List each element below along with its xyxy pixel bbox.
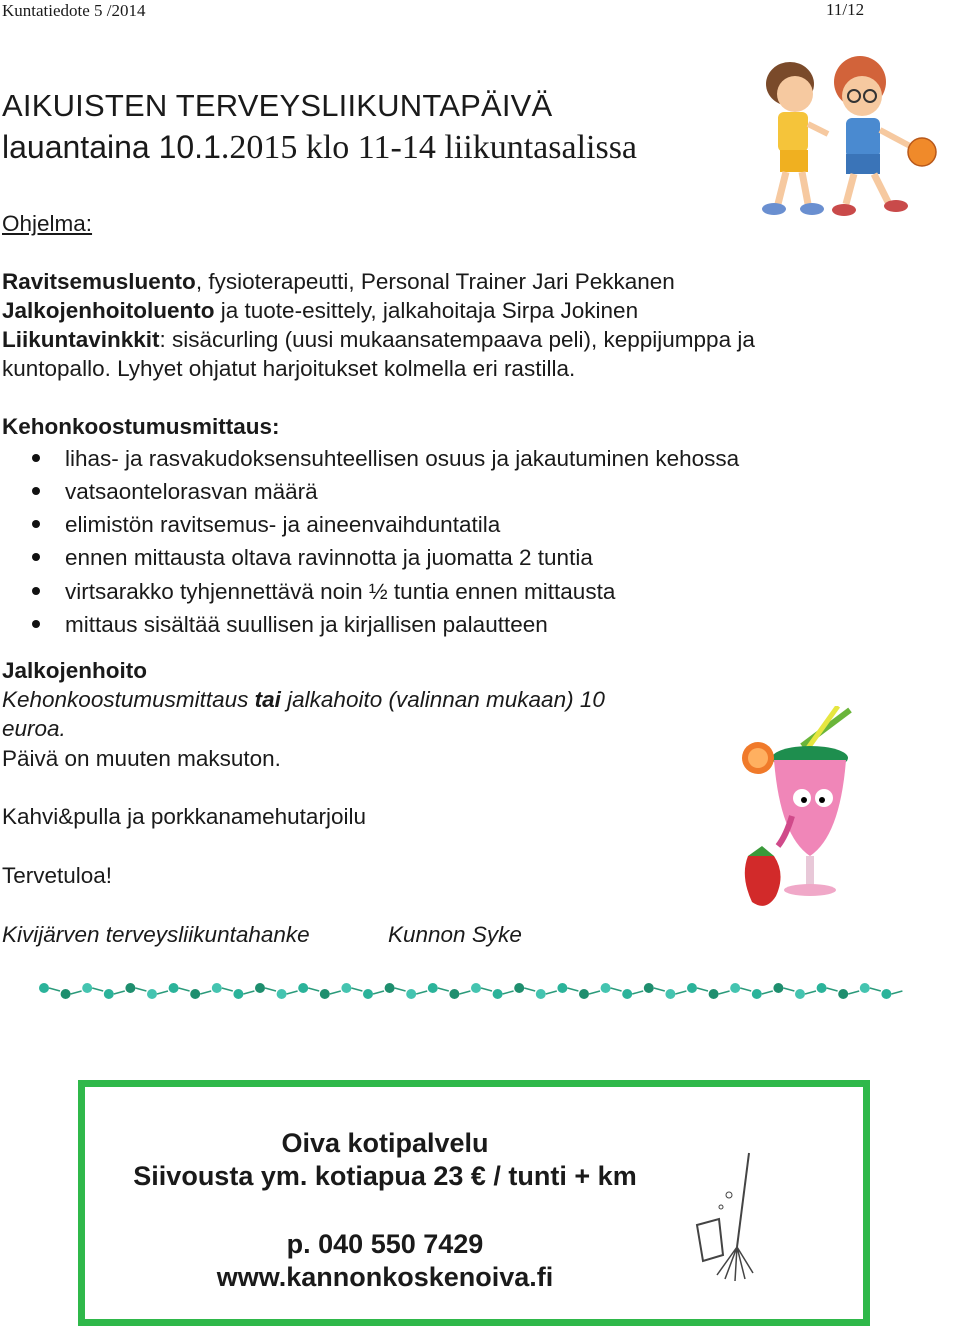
free-note: Päivä on muuten maksuton. xyxy=(2,746,281,771)
garland-stem xyxy=(870,988,881,991)
subtitle-part-serif: .2015 klo 11-14 liikuntasalissa xyxy=(220,129,638,166)
garland-stem xyxy=(373,991,384,994)
garland-stem xyxy=(49,988,60,991)
garland-flower xyxy=(795,989,805,999)
garland-stem xyxy=(481,988,492,991)
smoothie-illustration xyxy=(730,706,880,916)
event-title: AIKUISTEN TERVEYSLIIKUNTAPÄIVÄ xyxy=(2,88,553,123)
garland-stem xyxy=(179,988,190,991)
garland-flower xyxy=(298,983,308,993)
footcare-heading: Jalkojenhoito xyxy=(2,658,148,683)
garland-flower xyxy=(449,989,459,999)
garland-flower xyxy=(255,983,265,993)
list-item xyxy=(32,545,593,571)
program-item-footcare-title: Jalkojenhoitoluento xyxy=(2,298,215,323)
list-item xyxy=(32,579,615,605)
list-item xyxy=(32,446,739,472)
program-heading: Ohjelma: xyxy=(2,211,93,236)
garland-flower xyxy=(622,989,632,999)
bullet-icon xyxy=(32,553,40,561)
garland-flower xyxy=(363,989,373,999)
garland-flower xyxy=(817,983,827,993)
garland-flower xyxy=(687,983,697,993)
subtitle-part-sans: lauantaina 10.1 xyxy=(2,129,221,165)
garland-flower xyxy=(838,989,848,999)
garland-flower xyxy=(212,983,222,993)
price-line-cont: euroa. xyxy=(2,716,66,741)
garland-stem xyxy=(243,991,254,994)
list-item-text: ennen mittausta oltava ravinnotta ja juomatta 2 tuntia xyxy=(65,545,593,570)
garland-stem xyxy=(416,991,427,994)
garland-flower xyxy=(385,983,395,993)
garland-flower xyxy=(752,989,762,999)
garland-flower xyxy=(233,989,243,999)
signature-project: Kivijärven terveysliikuntahanke xyxy=(2,922,310,947)
ad-phone: p. 040 550 7429 xyxy=(286,1229,484,1259)
garland-flower xyxy=(709,989,719,999)
garland-flower xyxy=(169,983,179,993)
list-item-text: lihas- ja rasvakudoksensuhteellisen osuus ja jakautuminen kehossa xyxy=(65,446,740,471)
coffee-note: Kahvi&pulla ja porkkanamehutarjoilu xyxy=(2,804,366,829)
garland-stem xyxy=(287,991,298,994)
ad-offer: Siivousta ym. kotiapua 23 € / tunti + km xyxy=(133,1161,637,1191)
flower-garland-divider xyxy=(36,978,908,1006)
basketball-kids-illustration xyxy=(750,54,960,224)
garland-stem xyxy=(200,991,211,994)
garland-stem xyxy=(611,988,622,991)
mop-bucket-icon xyxy=(689,1147,773,1287)
garland-stem xyxy=(827,988,838,991)
garland-stem xyxy=(135,988,146,991)
garland-stem xyxy=(524,988,535,991)
garland-stem xyxy=(438,988,449,991)
garland-stem xyxy=(308,988,319,991)
garland-stem xyxy=(222,988,233,991)
garland-flower xyxy=(601,983,611,993)
garland-stem xyxy=(848,991,859,994)
bullet-icon xyxy=(32,520,40,528)
garland-stem xyxy=(697,988,708,991)
price-text-b: tai xyxy=(254,687,281,712)
price-text-c: jalkahoito (valinnan mukaan) 10 xyxy=(280,687,605,712)
garland-flower xyxy=(277,989,287,999)
event-subtitle xyxy=(2,128,637,167)
bullet-icon xyxy=(32,587,40,595)
garland-flower xyxy=(665,989,675,999)
price-text-a: Kehonkoostumusmittaus xyxy=(2,687,255,712)
program-item-nutrition xyxy=(2,269,675,295)
garland-stem xyxy=(805,991,816,994)
garland-stem xyxy=(546,991,557,994)
bullet-icon xyxy=(32,487,40,495)
garland-flower xyxy=(557,983,567,993)
ad-company-name: Oiva kotipalvelu xyxy=(281,1128,489,1158)
garland-flower xyxy=(39,983,49,993)
garland-stem xyxy=(891,991,902,994)
garland-flower xyxy=(493,989,503,999)
garland-stem xyxy=(654,988,665,991)
garland-flower xyxy=(82,983,92,993)
garland-flower xyxy=(341,983,351,993)
header-left: Kuntatiedote 5 /2014 xyxy=(2,1,146,20)
garland-flower xyxy=(773,983,783,993)
garland-flower xyxy=(320,989,330,999)
bullet-icon xyxy=(32,454,40,462)
garland-stem xyxy=(330,991,341,994)
program-item-exercise-text: : sisäcurling (uusi mukaansatempaava peli), keppijumppa ja xyxy=(159,327,755,352)
garland-flower xyxy=(730,983,740,993)
list-item-text: elimistön ravitsemus- ja aineenvaihduntatila xyxy=(65,512,501,537)
garland-stem xyxy=(503,991,514,994)
garland-stem xyxy=(395,988,406,991)
page-number: 11/12 xyxy=(826,0,865,19)
garland-stem xyxy=(114,991,125,994)
program-item-footcare-text: ja tuote-esittely, jalkahoitaja Sirpa Jokinen xyxy=(214,298,639,323)
garland-flower xyxy=(644,983,654,993)
garland-stem xyxy=(71,991,82,994)
garland-flower xyxy=(406,989,416,999)
price-line xyxy=(2,687,605,713)
garland-stem xyxy=(783,988,794,991)
program-item-exercise-title: Liikuntavinkkit xyxy=(2,327,160,352)
ad-website[interactable]: www.kannonkoskenoiva.fi xyxy=(216,1262,554,1292)
garland-flower xyxy=(579,989,589,999)
garland-flower xyxy=(881,989,891,999)
ad-box xyxy=(78,1080,870,1326)
signature-org: Kunnon Syke xyxy=(388,922,522,947)
garland-stem xyxy=(589,991,600,994)
program-item-exercise-cont: kuntopallo. Lyhyet ohjatut harjoitukset kolmella eri rastilla. xyxy=(2,356,576,381)
garland-flower xyxy=(471,983,481,993)
program-item-footcare xyxy=(2,298,638,324)
list-item-text: vatsaontelorasvan määrä xyxy=(65,479,318,504)
garland-flower xyxy=(125,983,135,993)
list-item xyxy=(32,612,548,638)
garland-flower xyxy=(860,983,870,993)
garland-flower xyxy=(536,989,546,999)
garland-flower xyxy=(514,983,524,993)
list-item xyxy=(32,479,318,505)
garland-stem xyxy=(157,991,168,994)
program-item-nutrition-text: , fysioterapeutti, Personal Trainer Jari Pekkanen xyxy=(195,269,675,294)
program-item-nutrition-title: Ravitsemusluento xyxy=(2,269,196,294)
list-item-text: virtsarakko tyhjennettävä noin ½ tuntia ennen mittausta xyxy=(65,579,616,604)
garland-stem xyxy=(632,991,643,994)
body-comp-heading: Kehonkoostumusmittaus: xyxy=(2,414,280,439)
garland-stem xyxy=(92,988,103,991)
garland-flower xyxy=(428,983,438,993)
garland-flower xyxy=(147,989,157,999)
welcome-text: Tervetuloa! xyxy=(2,863,113,888)
garland-stem xyxy=(265,988,276,991)
program-item-exercise xyxy=(2,327,755,353)
garland-flower xyxy=(190,989,200,999)
garland-flower xyxy=(104,989,114,999)
garland-stem xyxy=(719,991,730,994)
garland-flower xyxy=(61,989,71,999)
garland-stem xyxy=(762,991,773,994)
garland-stem xyxy=(740,988,751,991)
garland-stem xyxy=(567,988,578,991)
list-item xyxy=(32,512,500,538)
garland-stem xyxy=(675,991,686,994)
list-item-text: mittaus sisältää suullisen ja kirjallisen palautteen xyxy=(65,612,548,637)
bullet-icon xyxy=(32,620,40,628)
garland-stem xyxy=(459,991,470,994)
garland-stem xyxy=(351,988,362,991)
